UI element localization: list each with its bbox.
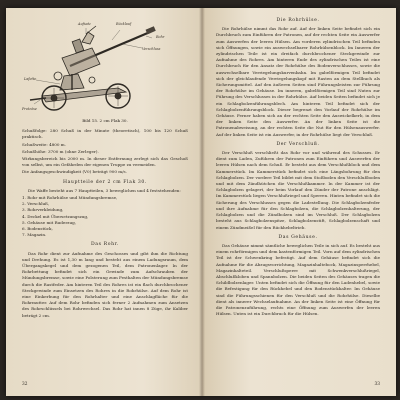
label-protzoese: Protzöse (22, 107, 37, 111)
list-item: 3. Rohrverkleidung, (22, 207, 64, 213)
parts-intro: Die Waffe besteht aus 7 Hauptteilen, 3 beweglichen und 4 feststehenden: (28, 187, 181, 193)
label-aufsatz: Aufsatz (78, 22, 91, 26)
parts-list (22, 195, 188, 238)
heading-rohr: Das Rohr. (91, 242, 119, 248)
heading-gehaeuse: Das Gehäuse. (278, 234, 318, 240)
label-lafette: Lafette (24, 77, 37, 81)
body-paragraph: Das Rohr dient zur Aufnahme des Geschosses und gibt ihm die Richtung und Drehung. Es ist 1,30 m lang und besteht aus einem Ladungsraum, dem Übergangskegel und dem gezogenen Teil, dem Patronenlager. In der Rohrbettung befindet sich ein Gewinde zum Aufschrauben der Mündungsbremse, sowie eine Polsterung zum Festhalten der Mündungsbremse durch die Rastfeder. Am hinteren Teil des Rohres ist ein flach durchbrochener Steckgewinde zum Einsetzen des Rohres in die Rohrhülse. Auf dem Rohr ist eine Einkerbung für den Rohrhalter und eine Anschlagfläche für die Rohrmutter. Auf dem Rohr befinden sich ferner 2 Aufnahmen zum Ansetzen des Rohrschlüssels bei Rohrwechsel. Das Rohr hat innen 8 Züge, ihr Kaliber beträgt 2 cm. (22, 250, 188, 318)
list-item: 2. Verschluß, (22, 201, 50, 207)
list-item: 7. Magazin. (22, 232, 47, 238)
right-page (202, 8, 396, 396)
spec-line: Wirkungsbereich bis 2000 m. In dieser Entfernung zerlegt sich das Geschoß von selbst, um ein Gefährden der eigenen Truppe zu vermeiden. (22, 156, 188, 168)
heading-hauptteile: Hauptteile der 2 cm Flak 30. (62, 179, 147, 185)
heading-rohrhuelse: Die Rohrhülse. (276, 18, 320, 23)
body-paragraph: Die Rohrhülse nimmt das Rohr auf. Auf der linken Seite befindet sich ein Durchbruch zum Einführen der Patronen, auf der rechten Seite ein Auswerfer zum Auswerfen der leeren Hülsen. Am vorderen zylindrischen Teil befinden sich Öffnungen, sowie ein auswechselbarer Rohrhülsenblock. Im Inneren der zylindrischen Teile ist ein dreifach durchbrochener Steckgewinde zur Aufnahme des Rohres. Am hinteren Ende des zylindrischen Teiles ist eine Durchbruch für den Ansatz der Rohrhülse des Bodenverschlusses, sowie die auswechselbare Verriegelungskurvenbahn. Im gabelförmigen Teil befindet sich der gleichlaufende Verriegelungskopf mit Rasten an dem Stellbuch als Sicherungsmittel. Auf den äußeren Seiten sind Führungsleisten zur Führung der Rohrhülse im Gehäuse. Im inneren, gabelförmigen Teil sind Nuten zur Führung des Verschlusses in der Rohrhülse. Auf beiden Seiten befindet sich je ein Schlagbolzenführungsblech. Am hinteren Teil befindet sich der Schlagbolzenführungsblock. Dieser begrenzt den Vorlauf der Rohrhülse im Gehäuse. Ferner haben sich an der rechten Seite den Auswickelkerb, in dem der linken Seite den Auswerfer. An der linken Seite ist die Patronenabweisung, an der rechten Seite die Nut für den Hülsenauswerfer. Auf der linken Seite ist ein Auswerfer, in der Rohrhülse liegt der Verschluß. (216, 26, 380, 137)
figure-caption: Bild 15. 2 cm Flak 30. (82, 118, 128, 123)
label-ruecklauf: Rücklauf (116, 22, 132, 26)
page-number: 33 (374, 381, 380, 387)
spec-line: Schußhöhe: 3700 m (ohne Zerleger). (22, 148, 99, 154)
list-item: 6. Bodenstück, (22, 226, 53, 232)
list-item: 5. Gehäuse mit Ruderzug, (22, 219, 77, 225)
list-item: 1. Rohr mit Rohrhülse und Mündungsbremse, (22, 195, 118, 201)
book-spread (6, 8, 396, 396)
book-gutter (199, 8, 205, 396)
left-page (6, 8, 202, 396)
flak-gun-drawing (22, 18, 188, 116)
gun-illustration (22, 18, 188, 116)
body-paragraph: Das Gehäuse nimmt sämtliche beweglichen Teile in sich auf. Es besteht aus einem rohrförmigen und dem kastenförmigen Teil. Vorn auf dem zylindrischen Teil ist der Schwenkring befestigt. Auf dem Gehäuse befindet sich die Aufnahme für die Abzugsvorrichtung, Magazinhaltebock, Magazinsperrhebel, Magazinhalteteil. Verschlußsperre mit Schwenkverschlußriegel, Abschlußkloben und Spannbolzen. Die beiden Seiten des Gehäuses tragen die Schildbolzenlager. Unten befindet sich die Öffnung für den Ladenhebel, sowie die Befestigung für den Rückhebel und den Bodenstückhalter. Im Gehäuse sind die Führungsschienen für den Verschluß und die Rohrhülse. Dieselbe dient als innerer Wechselaufnahme. An der linken Seite ist eine Öffnung für die Patronenzuführung, rechts eine Öffnung zum Auswerfen der leeren Hülsen. Unten ist ein Durchbruch für die Hülsen. (216, 242, 380, 317)
list-item: 4. Deckel mit Übersetzungszug, (22, 213, 89, 219)
spec-line: Schußweite: 4800 m. (22, 141, 66, 147)
spec-line: Schußfolge: 280 Schuß in der Minute (theoretisch), 100 bis 120 Schuß praktisch. (22, 128, 188, 140)
page-number: 32 (22, 381, 28, 387)
heading-verschluss: Der Verschluß. (276, 141, 320, 147)
body-paragraph: Der Verschluß verschließt das Rohr vor und während des Schusses. Er dient zum Laden, Zuführen der Patronen zum Einführen und Auswerfen der leeren Hülsen nach dem Schuß. Er besteht aus dem Verschlußblock und dem Kammerstück. Im Kammerstück befindet sich eine Längsbohrung für den Schlagbolzen. Der vordere Teil bildet mit dem Stoßboden den Verschlußboden und mit dem Zündhütchen die Verschlußkammer. In der Kammer ist der Schlagbolzen gelagert, der beim Vorlauf den Zünder der Patrone anschlägt. Im Kammerstück liegen Verschlußriegel und Sperren. Hinten befindet sich die Sicherung des Verschlusses gegen die Ladestellung. Die Schlagbolzenfeder und ihre Aufnahme für den Schlagbolzen, die Schlagbolzenhalterung, der Schlagbolzen und die Zündbolzen sind im Verschluß. Der Schlagbolzen besteht aus Schlagbolzenspitze, Schlagbolzenstift, Schlagbolzenschaft und einem Zündmeißel für den Rückhebeltrieb. (216, 150, 380, 230)
label-rohr: Rohr (156, 35, 165, 39)
spec-line: Die Anfangsgeschwindigkeit (V0) beträgt 900 m/s. (22, 169, 127, 175)
label-verschluss: Verschluss (142, 47, 161, 51)
